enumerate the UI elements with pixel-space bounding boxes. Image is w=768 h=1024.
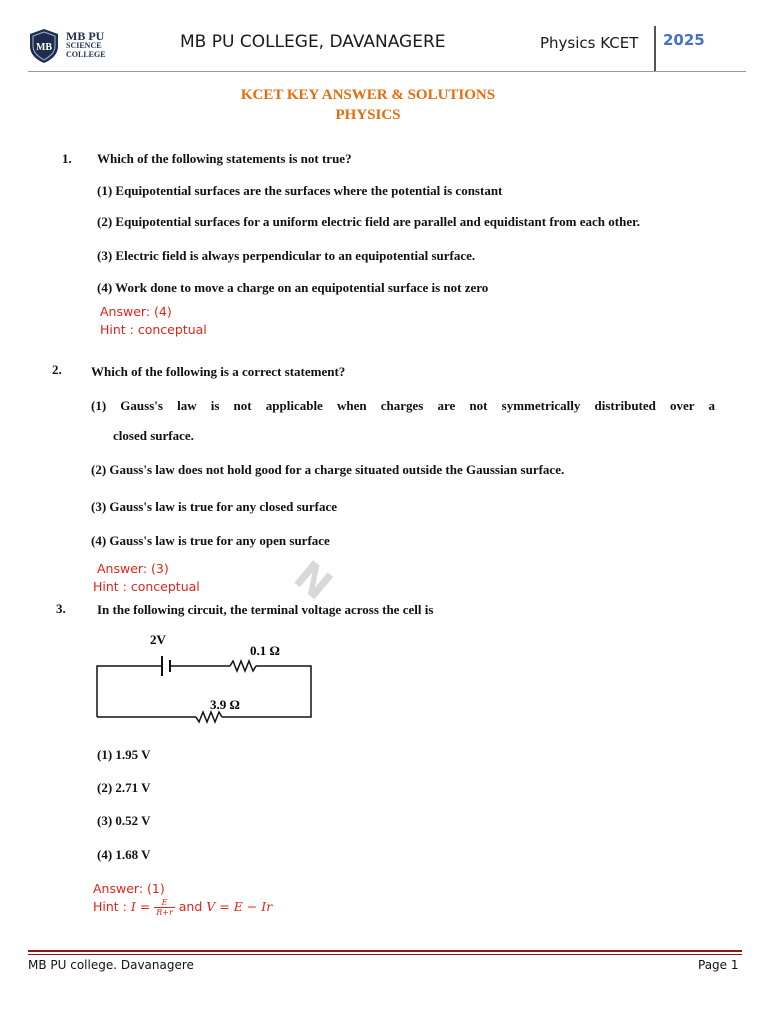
option: (3) Electric field is always perpendicular to an equipotential surface.: [97, 248, 476, 263]
shield-icon: [28, 28, 60, 64]
circuit-wire-left: [97, 666, 162, 717]
logo-line3: COLLEGE: [66, 50, 106, 59]
hint-voltage: V = E − Ir: [206, 899, 273, 914]
option: (1) Gauss's law is not applicable when charges are not symmetrically distributed over a: [91, 398, 715, 413]
option: (4) 1.68 V: [97, 847, 151, 862]
option: (2) 2.71 V: [97, 780, 151, 795]
question-number: 3.: [56, 601, 66, 616]
internal-resistance-label: 0.1 Ω: [250, 643, 280, 658]
option: (4) Work done to move a charge on an equipotential surface is not zero: [97, 280, 489, 295]
logo-line1: MB PU: [66, 29, 105, 43]
circuit-diagram: [90, 625, 320, 725]
question-text: Which of the following is a correct statement?: [91, 364, 346, 379]
doc-title: KCET KEY ANSWER & SOLUTIONS: [240, 87, 496, 103]
question-text: Which of the following statements is not true?: [97, 151, 352, 166]
logo-badge: MB: [35, 42, 53, 53]
doc-subtitle: PHYSICS: [335, 107, 401, 123]
hint-fraction: [154, 898, 175, 917]
subject-label: Physics KCET: [540, 34, 639, 52]
hint-text: Hint : conceptual: [100, 322, 207, 337]
year-label: 2025: [663, 31, 705, 49]
external-resistance-label: 3.9 Ω: [210, 697, 240, 712]
question-text: In the following circuit, the terminal voltage across the cell is: [97, 602, 434, 617]
answer-text: Answer: (3): [97, 561, 169, 576]
emf-label: 2V: [150, 632, 166, 647]
hint-text: Hint : conceptual: [93, 579, 200, 594]
answer-text: Answer: (1): [93, 881, 165, 896]
footer-college: MB PU college. Davanagere: [28, 958, 194, 972]
college-logo: [28, 28, 118, 66]
option: (3) 0.52 V: [97, 813, 151, 828]
watermark: N: [285, 552, 341, 610]
question-number: 1.: [62, 151, 72, 166]
hint-fraction-den: R+r: [156, 908, 173, 917]
footer-page-number: Page 1: [698, 958, 739, 972]
option-continuation: closed surface.: [113, 428, 194, 443]
option: (1) 1.95 V: [97, 747, 151, 762]
hint-and: and: [174, 899, 207, 914]
footer-rule: [28, 950, 742, 952]
header-divider: [654, 26, 656, 72]
college-title: MB PU COLLEGE, DAVANAGERE: [180, 32, 446, 52]
footer-rule-thin: [28, 954, 742, 955]
hint-formula: [93, 898, 272, 917]
hint-fraction-num: E: [154, 898, 175, 908]
question-number: 2.: [52, 362, 62, 377]
answer-text: Answer: (4): [100, 304, 172, 319]
option: (4) Gauss's law is true for any open surface: [91, 533, 330, 548]
logo-text: [66, 29, 106, 59]
hint-prefix: Hint :: [93, 899, 131, 914]
option: (2) Equipotential surfaces for a uniform electric field are parallel and equidistant from each other.: [97, 214, 640, 229]
external-resistor: [196, 712, 222, 722]
header-rule: [28, 71, 746, 72]
option: (1) Equipotential surfaces are the surfaces where the potential is constant: [97, 183, 503, 198]
option: (2) Gauss's law does not hold good for a charge situated outside the Gaussian surface.: [91, 462, 565, 477]
internal-resistor: [230, 661, 256, 671]
option: (3) Gauss's law is true for any closed surface: [91, 499, 338, 514]
hint-current: I =: [130, 899, 151, 914]
logo-line2: SCIENCE: [66, 41, 102, 50]
